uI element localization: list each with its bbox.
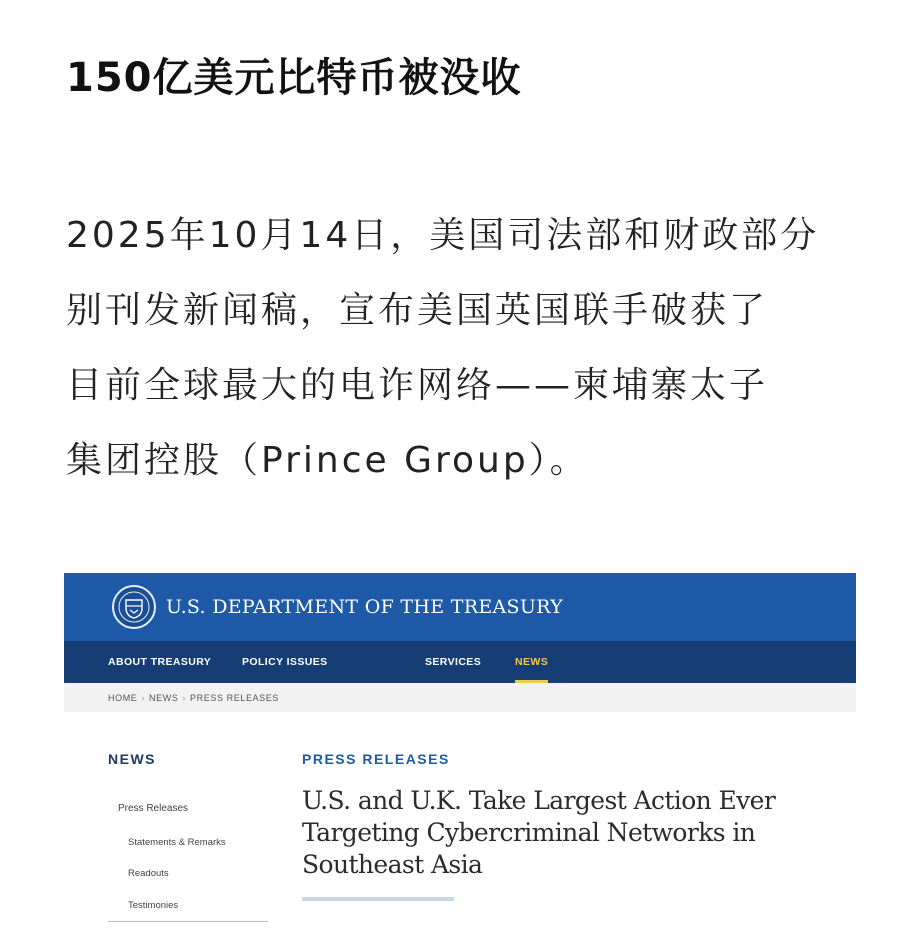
press-release-headline[interactable]: U.S. and U.K. Take Largest Action Ever Targeting Cybercriminal Networks in Southeast Asia (302, 786, 776, 879)
breadcrumb-news[interactable]: NEWS (149, 692, 179, 703)
breadcrumb-separator: › (141, 692, 146, 703)
sidebar-heading: NEWS (108, 751, 156, 767)
sidebar-item-press-releases[interactable]: Press Releases (118, 803, 189, 814)
breadcrumb-separator: › (182, 692, 187, 703)
post-body-line: 目前全球最大的电诈网络——柬埔寨太子 (66, 365, 769, 406)
nav-policy-issues[interactable]: POLICY ISSUES (242, 656, 328, 668)
nav-about-treasury[interactable]: ABOUT TREASURY (108, 656, 212, 668)
section-heading: PRESS RELEASES (302, 751, 450, 767)
breadcrumb-press-releases[interactable]: PRESS RELEASES (190, 692, 279, 703)
site-name[interactable]: U.S. DEPARTMENT OF THE TREASURY (166, 596, 564, 618)
post-body-line: 2025年10月14日，美国司法部和财政部分 (66, 215, 820, 256)
nav-news[interactable]: NEWS (515, 641, 548, 683)
site-banner (64, 573, 856, 641)
treasury-seal-icon[interactable] (112, 585, 156, 629)
main-nav (64, 641, 856, 683)
breadcrumb-home[interactable]: HOME (108, 692, 138, 703)
sidebar-item-testimonies[interactable]: Testimonies (128, 900, 179, 911)
post-body (66, 198, 866, 498)
sidebar-item-readouts[interactable]: Readouts (128, 868, 169, 879)
sidebar-divider (108, 921, 268, 922)
post-title: 150亿美元比特币被没收 (66, 55, 522, 101)
post-body-line: 集团控股（Prince Group）。 (66, 440, 589, 481)
sidebar (108, 751, 268, 911)
post-body-line: 别刊发新闻稿，宣布美国英国联手破获了 (66, 290, 769, 331)
nav-services[interactable]: SERVICES (425, 656, 482, 668)
sidebar-item-statements-remarks[interactable]: Statements & Remarks (128, 837, 226, 848)
main-content (302, 751, 822, 901)
breadcrumb (64, 683, 856, 712)
treasury-screenshot (64, 573, 856, 932)
headline-underline (302, 897, 454, 901)
